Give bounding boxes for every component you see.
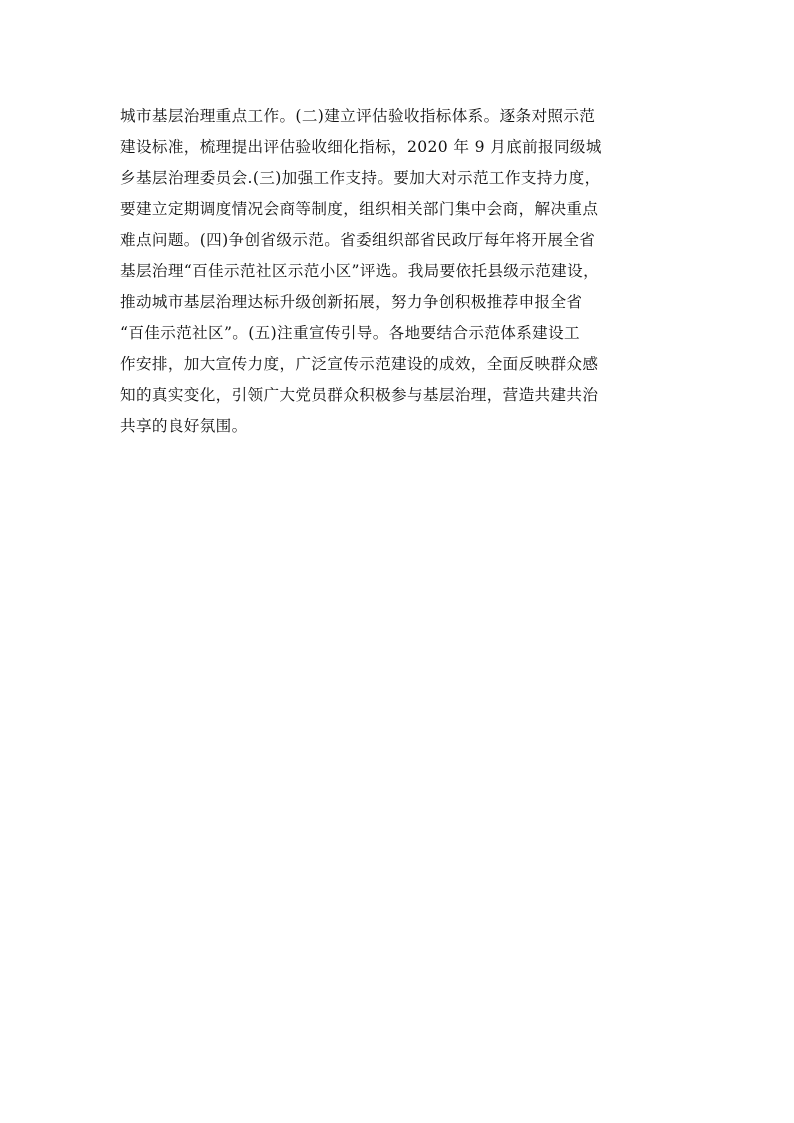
text-line: 基层治理“百佳示范社区示范小区”评选。我局要依托县级示范建设，: [120, 262, 600, 280]
body-paragraph: [120, 101, 680, 442]
text-line: 推动城市基层治理达标升级创新拓展，努力争创积极推荐申报全省: [120, 293, 583, 311]
text-line: 作安排，加大宣传力度，广泛宣传示范建设的成效，全面反映群众感: [120, 355, 599, 373]
text-line: “百佳示范社区”。(五)注重宣传引导。各地要结合示范体系建设工: [120, 324, 580, 342]
text-line: 要建立定期调度情况会商等制度，组织相关部门集中会商，解决重点: [120, 200, 599, 218]
text-line: 共享的良好氛围。: [120, 417, 248, 435]
text-line: 知的真实变化，引领广大党员群众积极参与基层治理，营造共建共治: [120, 386, 599, 404]
text-line: 难点问题。(四)争创省级示范。省委组织部省民政厅每年将开展全省: [120, 231, 596, 249]
text-line: 城市基层治理重点工作。(二)建立评估验收指标体系。逐条对照示范: [120, 107, 596, 125]
text-line: 建设标准，梳理提出评估验收细化指标，2020 年 9 月底前报同级城: [120, 138, 602, 156]
text-line: 乡基层治理委员会.(三)加强工作支持。要加大对示范工作支持力度，: [120, 169, 601, 187]
